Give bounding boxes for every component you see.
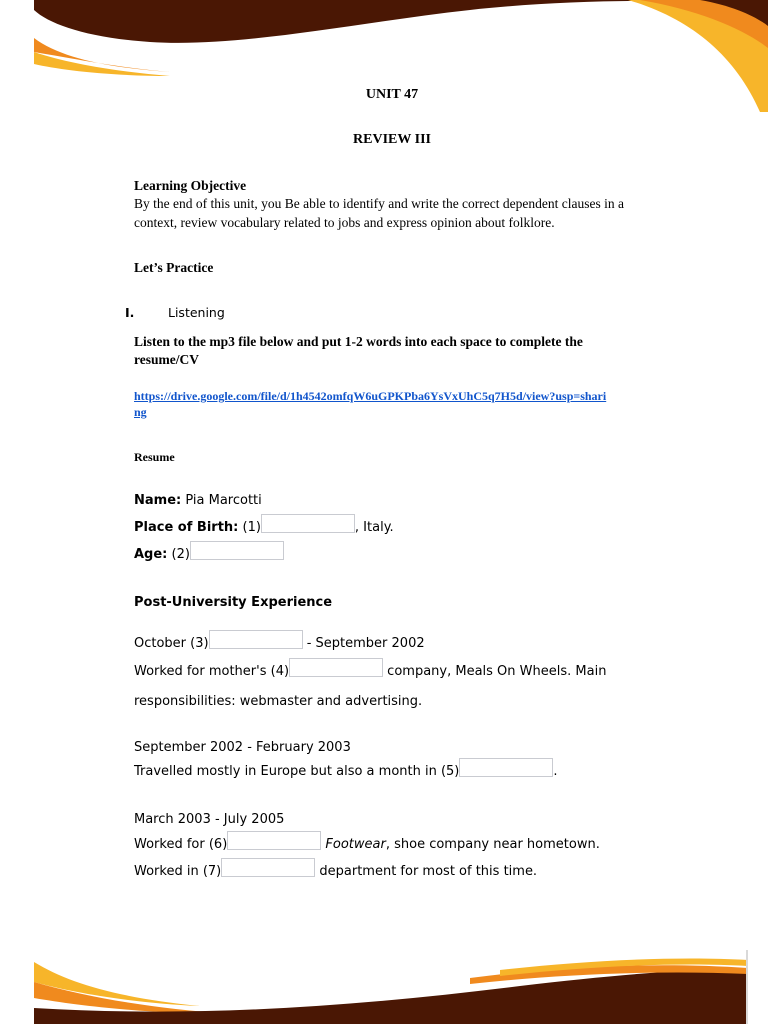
blank-2-input[interactable] bbox=[190, 541, 284, 560]
period-1-line bbox=[134, 630, 425, 654]
mp3-link-line-1[interactable]: https://drive.google.com/file/d/1h4542omfqW6uGPKPba6YsVxUhC5q7H5d/view?usp=shari bbox=[134, 389, 607, 403]
birth-line bbox=[134, 514, 394, 538]
period-3-line: March 2003 - July 2005 bbox=[134, 812, 285, 827]
blank-4-prefix: Worked for mother's (4) bbox=[134, 664, 290, 679]
name-label: Name: bbox=[134, 493, 182, 508]
review-title: REVIEW III bbox=[353, 132, 431, 147]
practice-heading: Let’s Practice bbox=[134, 260, 214, 275]
instructions-line-2: resume/CV bbox=[134, 352, 199, 367]
blank-7-suffix: department for most of this time. bbox=[315, 864, 538, 879]
blank-5-prefix: Travelled mostly in Europe but also a month in (5) bbox=[134, 764, 460, 779]
blank-3-input[interactable] bbox=[209, 630, 303, 649]
mother-company-line bbox=[134, 658, 606, 682]
birth-label: Place of Birth: bbox=[134, 520, 239, 535]
blank-4-input[interactable] bbox=[289, 658, 383, 677]
blank-4-suffix: company, Meals On Wheels. Main bbox=[383, 664, 607, 679]
department-line bbox=[134, 858, 537, 882]
blank-6-prefix: Worked for (6) bbox=[134, 837, 228, 852]
objective-line-1: By the end of this unit, you Be able to identify and write the correct dependent clauses in a bbox=[134, 196, 624, 211]
instructions-line-1: Listen to the mp3 file below and put 1-2 words into each space to complete the bbox=[134, 334, 583, 349]
age-label: Age: bbox=[134, 547, 168, 562]
footer-decoration bbox=[0, 948, 768, 1024]
objective-heading: Learning Objective bbox=[134, 178, 247, 193]
footwear-word: Footwear bbox=[325, 837, 386, 852]
unit-title: UNIT 47 bbox=[365, 87, 419, 102]
blank-2-number: (2) bbox=[167, 547, 190, 562]
resume-label: Resume bbox=[134, 450, 175, 464]
shoe-company-line bbox=[134, 831, 600, 855]
responsibilities-line: responsibilities: webmaster and advertising. bbox=[134, 694, 423, 709]
birth-after: , Italy. bbox=[354, 520, 394, 535]
blank-5-suffix: . bbox=[553, 764, 558, 779]
period-1-end: - September 2002 bbox=[302, 636, 425, 651]
section-number: I. bbox=[125, 305, 135, 320]
section-title: Listening bbox=[168, 305, 225, 320]
blank-7-input[interactable] bbox=[221, 858, 315, 877]
blank-6-input[interactable] bbox=[227, 831, 321, 850]
blank-7-prefix: Worked in (7) bbox=[134, 864, 222, 879]
blank-1-input[interactable] bbox=[261, 514, 355, 533]
blank-3-prefix: October (3) bbox=[134, 636, 209, 651]
period-2-line: September 2002 - February 2003 bbox=[134, 740, 351, 755]
experience-heading: Post-University Experience bbox=[134, 595, 333, 610]
name-value: Pia Marcotti bbox=[181, 493, 262, 508]
objective-line-2: context, review vocabulary related to jobs and express opinion about folklore. bbox=[134, 215, 555, 230]
mp3-link-line-2[interactable]: ng bbox=[134, 405, 147, 419]
blank-1-number: (1) bbox=[238, 520, 261, 535]
blank-6-suffix: , shoe company near hometown. bbox=[385, 837, 600, 852]
travel-line bbox=[134, 758, 558, 782]
age-line bbox=[134, 541, 284, 565]
blank-5-input[interactable] bbox=[459, 758, 553, 777]
name-line bbox=[134, 493, 262, 508]
mp3-link[interactable] bbox=[134, 388, 606, 420]
